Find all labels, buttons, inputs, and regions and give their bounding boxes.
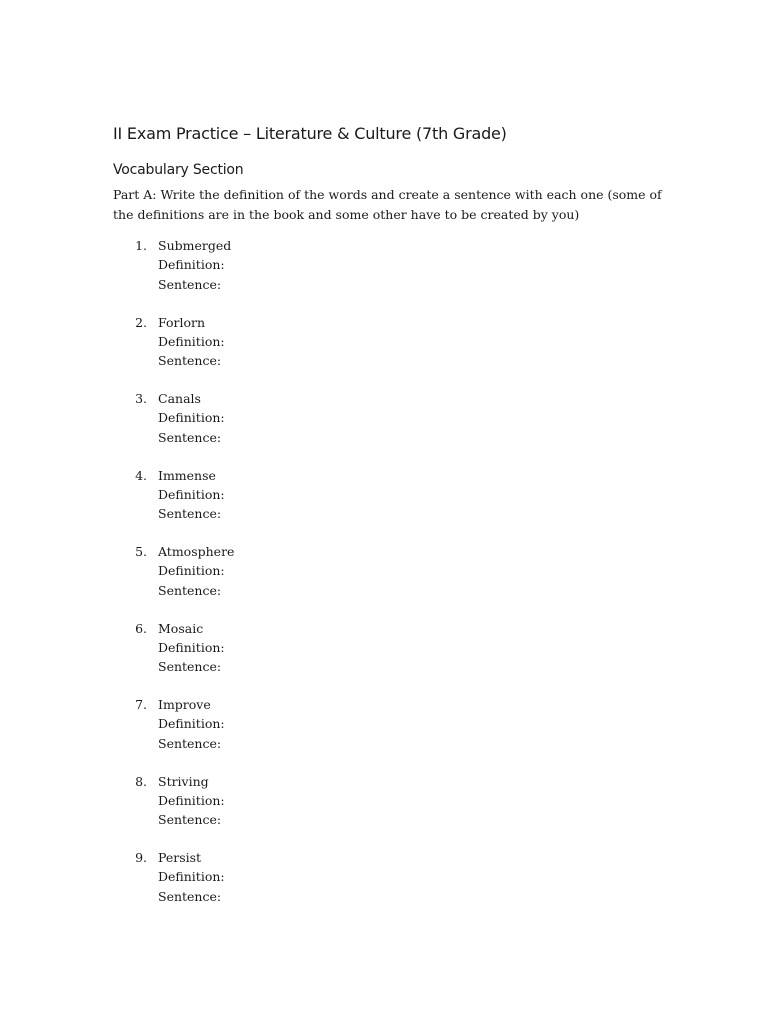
- item-body: [158, 389, 225, 447]
- vocab-word: Improve: [158, 697, 211, 712]
- definition-label: Definition:: [158, 792, 225, 808]
- item-body: [158, 848, 225, 906]
- item-body: [158, 619, 225, 677]
- vocab-word: Persist: [158, 850, 202, 865]
- definition-label: Definition:: [158, 716, 225, 732]
- sentence-label: Sentence:: [158, 582, 222, 598]
- vocab-word: Atmosphere: [158, 544, 235, 559]
- item-number: 1.: [135, 238, 147, 253]
- instructions-paragraph: Part A: Write the definition of the words and create a sentence with each one (some of the definitions are in the book and some other have to be created by you): [113, 187, 662, 222]
- item-number: 5.: [135, 544, 147, 559]
- vocab-word: Immense: [158, 467, 216, 483]
- item-number: 9.: [135, 850, 147, 865]
- item-body: [158, 772, 225, 830]
- sentence-label: Sentence:: [158, 276, 222, 292]
- sentence-label: Sentence:: [158, 506, 222, 522]
- item-body: [158, 236, 231, 294]
- item-number: 6.: [135, 620, 147, 636]
- sentence-label: Sentence:: [158, 812, 222, 828]
- definition-label: Definition:: [158, 639, 225, 655]
- definition-label: Definition:: [158, 410, 225, 426]
- section-heading: Vocabulary Section: [113, 162, 244, 178]
- sentence-label: Sentence:: [158, 735, 222, 751]
- item-body: [158, 313, 225, 371]
- sentence-label: Sentence:: [158, 888, 222, 904]
- vocab-word: Striving: [158, 773, 209, 789]
- vocab-word: Submerged: [158, 238, 232, 253]
- sentence-label: Sentence:: [158, 353, 222, 369]
- sentence-label: Sentence:: [158, 429, 222, 445]
- item-number: 2.: [135, 314, 147, 330]
- document-title: II Exam Practice – Literature & Culture (7th Grade): [113, 124, 507, 143]
- definition-label: Definition:: [158, 486, 225, 502]
- definition-label: Definition:: [158, 563, 225, 579]
- definition-label: Definition:: [158, 333, 225, 349]
- item-body: [158, 695, 225, 753]
- item-number: 8.: [135, 773, 147, 789]
- vocab-word: Canals: [158, 391, 201, 406]
- item-body: [158, 542, 234, 600]
- item-body: [158, 466, 225, 524]
- sentence-label: Sentence:: [158, 659, 222, 675]
- item-number: 3.: [135, 391, 147, 406]
- item-number: 4.: [135, 467, 147, 483]
- vocab-word: Mosaic: [158, 620, 204, 636]
- item-number: 7.: [135, 697, 147, 712]
- definition-label: Definition:: [158, 869, 225, 885]
- vocab-word: Forlorn: [158, 314, 206, 330]
- definition-label: Definition:: [158, 257, 225, 273]
